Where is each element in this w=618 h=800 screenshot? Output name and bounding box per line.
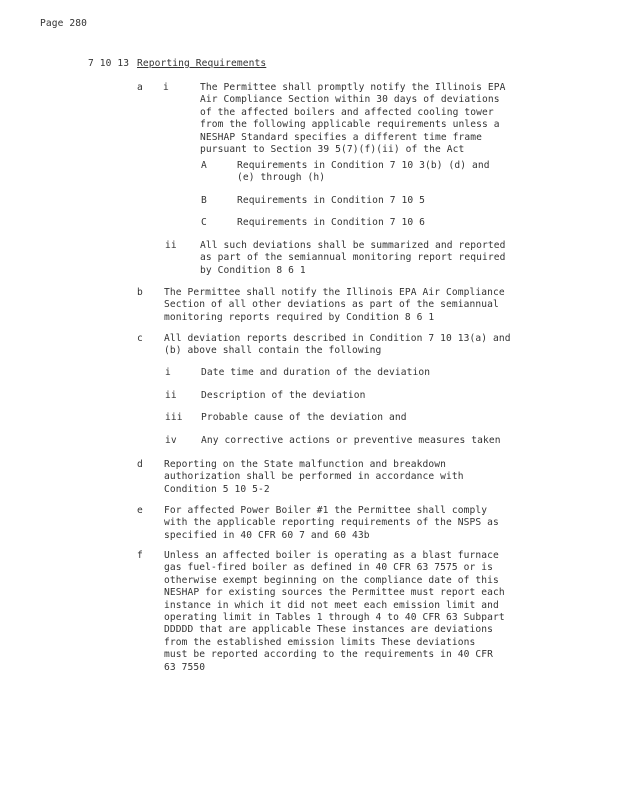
text-line: must be reported according to the requirements in 40 CFR <box>164 649 494 661</box>
item-c-iii-text: Probable cause of the deviation and <box>201 412 407 423</box>
text-line: pursuant to Section 39 5(7)(f)(ii) of the Act <box>200 144 465 156</box>
page-number: Page 280 <box>40 18 88 29</box>
item-c-ii-text: Description of the deviation <box>201 390 366 401</box>
text-line: gas fuel-fired boiler as defined in 40 CFR 63 7575 or is <box>164 562 494 574</box>
item-a-i-label: i <box>163 82 169 93</box>
item-c-text <box>164 333 511 358</box>
text-line: NESHAP for existing sources the Permittee must report each <box>164 587 505 599</box>
item-a-i-C-text: Requirements in Condition 7 10 6 <box>237 217 426 228</box>
text-line: Air Compliance Section within 30 days of deviations <box>200 94 500 106</box>
item-a-label: a <box>137 82 143 93</box>
text-line: of the affected boilers and affected cooling tower <box>200 106 494 118</box>
item-e-text <box>164 505 499 542</box>
text-line: The Permittee shall promptly notify the Illinois EPA <box>200 82 506 93</box>
text-line: Requirements in Condition 7 10 3(b) (d) and <box>237 160 490 171</box>
item-d-text <box>164 459 464 496</box>
text-line: 63 7550 <box>164 661 206 673</box>
text-line: All deviation reports described in Condition 7 10 13(a) and <box>164 333 511 344</box>
item-d-label: d <box>137 459 143 470</box>
item-c-iv-text: Any corrective actions or preventive measures taken <box>201 435 501 446</box>
item-a-i-A-text <box>237 160 490 185</box>
text-line: operating limit in Tables 1 through 4 to 40 CFR 63 Subpart <box>164 612 505 624</box>
text-line: NESHAP Standard specifies a different time frame <box>200 131 483 143</box>
item-c-i-text: Date time and duration of the deviation <box>201 367 431 378</box>
text-line: by Condition 8 6 1 <box>200 264 306 276</box>
item-c-iii-label: iii <box>165 412 183 423</box>
item-a-i-A-label: A <box>201 160 207 171</box>
item-a-i-B-text: Requirements in Condition 7 10 5 <box>237 195 426 206</box>
text-line: Section of all other deviations as part of the semiannual <box>164 299 499 311</box>
item-a-i-B-label: B <box>201 195 207 206</box>
text-line: monitoring reports required by Condition 8 6 1 <box>164 311 435 323</box>
text-line: with the applicable reporting requirements of the NSPS as <box>164 517 499 529</box>
item-c-i-label: i <box>165 367 171 378</box>
item-a-ii-label: ii <box>165 240 177 251</box>
text-line: from the established emission limits These deviations <box>164 636 476 648</box>
section-title: Reporting Requirements <box>137 58 267 69</box>
text-line: otherwise exempt beginning on the compliance date of this <box>164 574 499 586</box>
item-c-ii-label: ii <box>165 390 177 401</box>
text-line: Reporting on the State malfunction and breakdown <box>164 459 447 470</box>
text-line: Condition 5 10 5-2 <box>164 483 270 495</box>
item-c-label: c <box>137 333 143 344</box>
item-c-iv-label: iv <box>165 435 177 446</box>
text-line: (e) through (h) <box>237 172 326 184</box>
text-line: DDDDD that are applicable These instances are deviations <box>164 624 494 636</box>
item-a-ii-text <box>200 240 506 277</box>
text-line: specified in 40 CFR 60 7 and 60 43b <box>164 529 370 541</box>
text-line: (b) above shall contain the following <box>164 345 382 357</box>
section-number: 7 10 13 <box>88 58 130 69</box>
item-e-label: e <box>137 505 143 516</box>
text-line: For affected Power Boiler #1 the Permittee shall comply <box>164 505 488 516</box>
text-line: from the following applicable requirements unless a <box>200 119 500 131</box>
item-f-label: f <box>137 550 143 561</box>
text-line: instance in which it did not meet each emission limit and <box>164 599 499 611</box>
item-a-i-C-label: C <box>201 217 207 228</box>
text-line: All such deviations shall be summarized and reported <box>200 240 506 251</box>
text-line: Unless an affected boiler is operating as a blast furnace <box>164 550 499 561</box>
item-b-text <box>164 287 505 324</box>
item-f-text <box>164 550 505 674</box>
text-line: The Permittee shall notify the Illinois EPA Air Compliance <box>164 287 505 298</box>
text-line: as part of the semiannual monitoring report required <box>200 252 506 264</box>
item-a-i-text <box>200 82 506 156</box>
text-line: authorization shall be performed in accordance with <box>164 471 464 483</box>
item-b-label: b <box>137 287 143 298</box>
